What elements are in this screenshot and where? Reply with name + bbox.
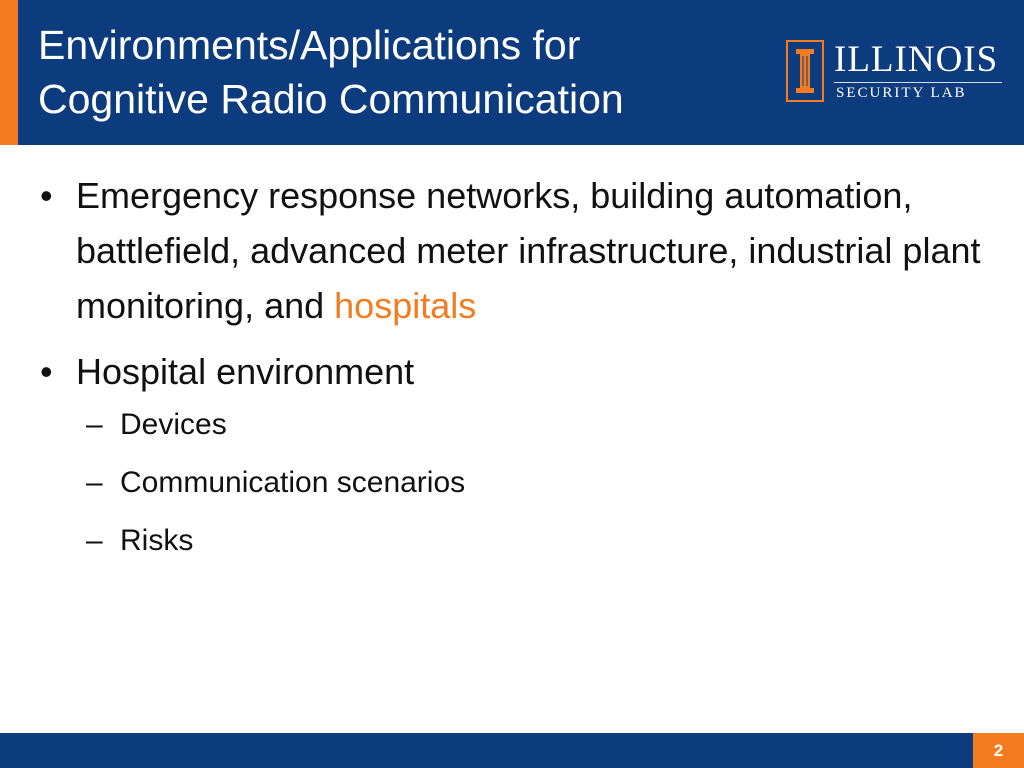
slide-title-line-2: Cognitive Radio Communication [38, 76, 624, 122]
title-accent-stripe [0, 0, 18, 145]
sub-bullet-marker: – [86, 524, 103, 557]
logo-divider [834, 82, 1002, 83]
sub-bullet-marker: – [86, 408, 103, 441]
sub-bullet-list [40, 405, 990, 561]
slide-title [38, 18, 758, 126]
sub-bullet-text: Devices [120, 408, 227, 441]
bullet-marker: • [40, 175, 53, 216]
sub-bullet-item [40, 405, 990, 445]
sub-bullet-marker: – [86, 466, 103, 499]
sub-bullet-item [40, 463, 990, 503]
slide-title-line-1: Environments/Applications for [38, 22, 581, 68]
bullet-marker: • [40, 351, 53, 392]
sub-bullet-item [40, 521, 990, 561]
bullet-item [40, 344, 990, 399]
sub-bullet-text: Communication scenarios [120, 466, 466, 499]
logo-wordmark: ILLINOIS [834, 39, 999, 80]
page-number: 2 [973, 733, 1024, 768]
bullet-text: Emergency response networks, building automation, battlefield, advanced meter infrastructure, industrial plant monitoring, and [76, 175, 981, 326]
bullet-item [40, 168, 990, 333]
bullet-text: Hospital environment [76, 351, 415, 392]
slide-body [40, 168, 990, 579]
footer-bar [0, 733, 1024, 768]
bullet-highlight: hospitals [334, 285, 477, 326]
illinois-security-lab-logo [786, 40, 1006, 102]
column-icon [786, 40, 824, 102]
sub-bullet-text: Risks [120, 524, 194, 557]
title-bar [0, 0, 1024, 145]
logo-subtitle: SECURITY LAB [836, 85, 967, 101]
